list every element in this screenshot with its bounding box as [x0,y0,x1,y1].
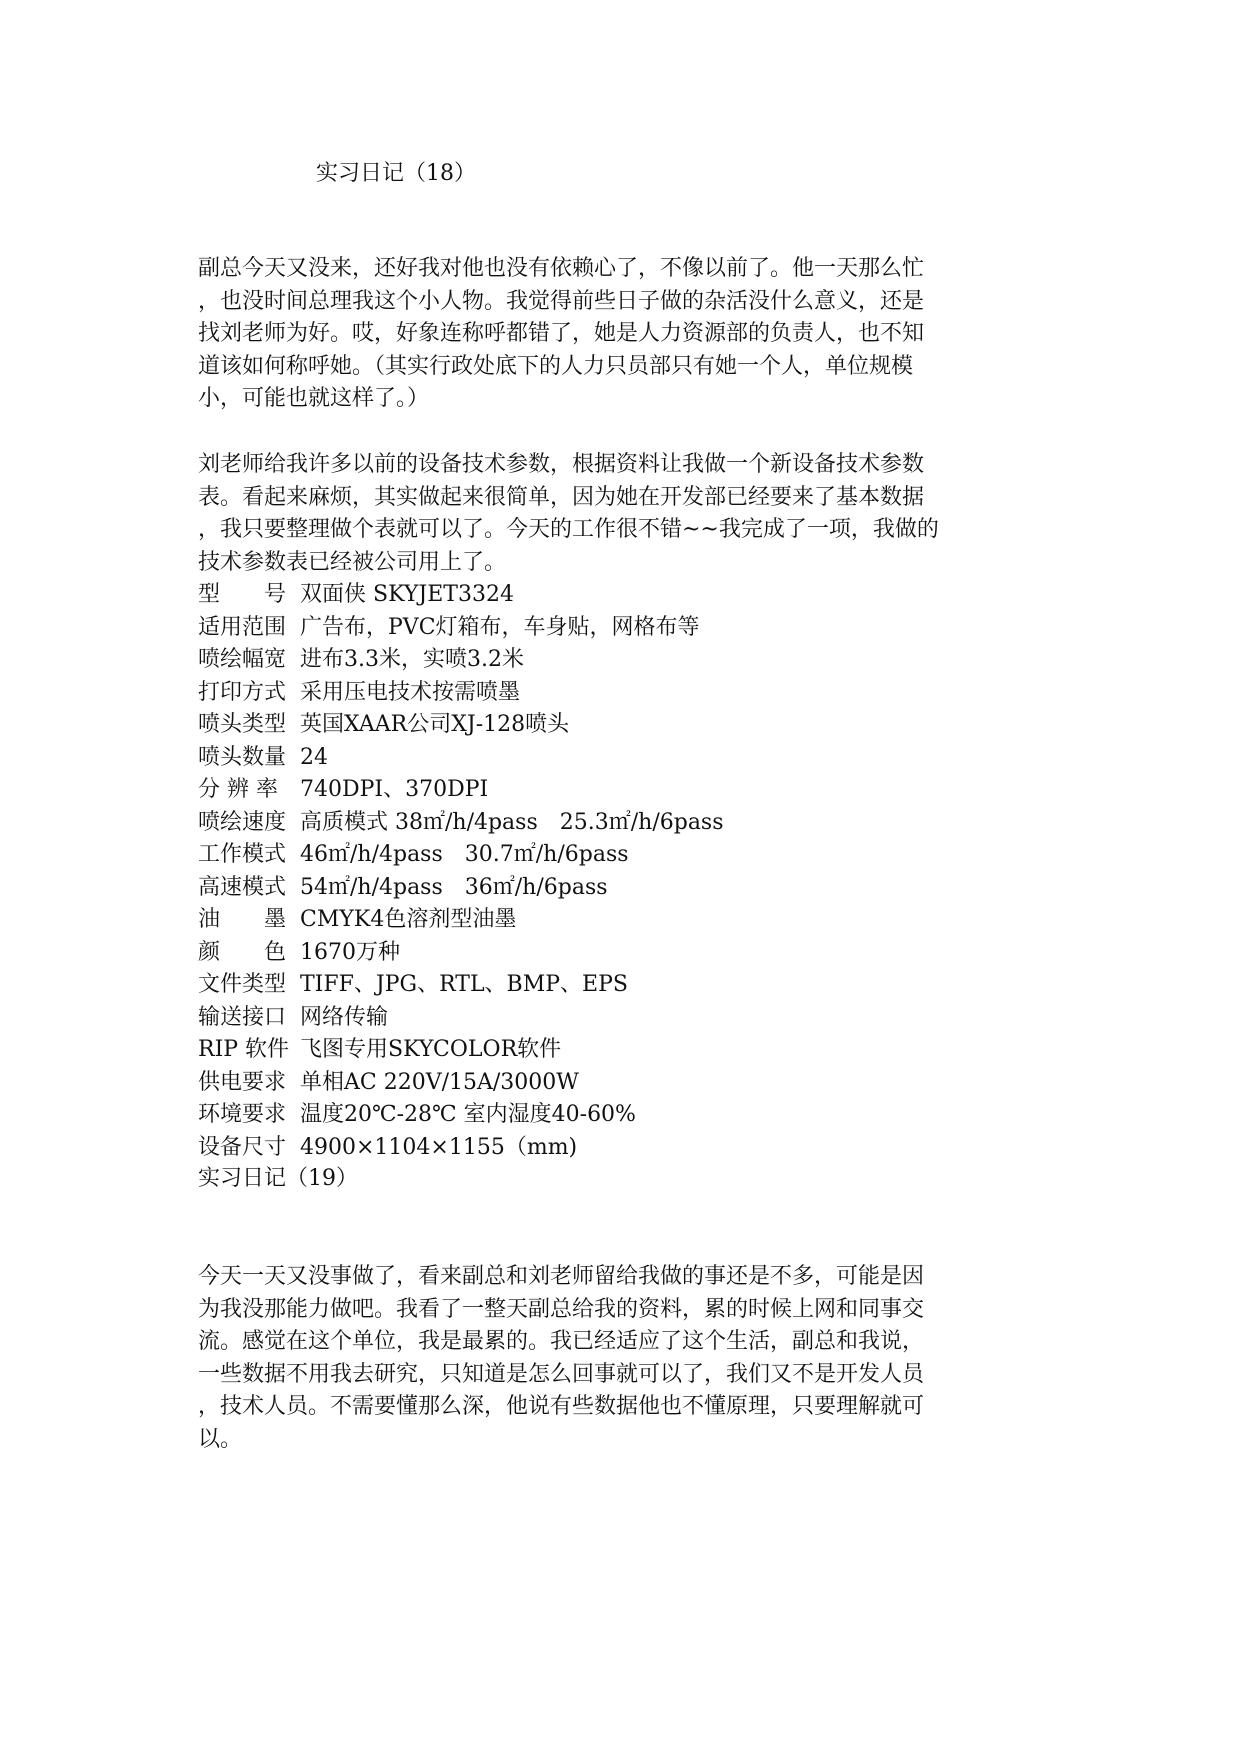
spec-row-nozzle-type [198,709,1040,742]
spec-value: 飞图专用SKYCOLOR软件 [300,1037,562,1062]
spec-label: 型 号 [198,582,287,607]
spec-value: 高质模式 38㎡/h/4pass 25.3㎡/h/6pass [300,809,724,835]
spec-label: 适用范围 [198,614,287,640]
spec-row-power [198,1067,1040,1100]
spec-row-model [198,579,1040,612]
text-line: 副总今天又没来，还好我对他也没有依赖心了，不像以前了。他一天那么忙 [198,256,925,281]
text-line: 以。 [198,1426,243,1452]
spec-row-dimensions [198,1132,1040,1165]
text-line: 今天一天又没事做了，看来副总和刘老师留给我做的事还是不多，可能是因 [198,1264,925,1289]
text-line: 找刘老师为好。哎，好象连称呼都错了，她是人力资源部的负责人，也不知 [198,321,925,346]
spec-row-print-method [198,677,1040,710]
spec-value: 单相AC 220V/15A/3000W [300,1069,579,1095]
spec-label: 油 墨 [198,907,287,932]
entry-19-title [198,1163,1040,1196]
spec-value: 采用压电技术按需喷墨 [300,679,521,705]
spec-label: 供电要求 [198,1069,287,1095]
text-line: ，也没时间总理我这个小人物。我觉得前些日子做的杂活没什么意义，还是 [198,288,925,314]
spec-value: 740DPI、370DPI [300,777,489,802]
spec-value: 英国XAAR公司XJ-128喷头 [300,712,570,737]
text-line: 道该如何称呼她。（其实行政处底下的人力只员部只有她一个人，单位规模 [198,353,914,379]
text-line: 为我没那能力做吧。我看了一整天副总给我的资料，累的时候上网和同事交 [198,1296,925,1322]
spec-row-resolution [198,774,1040,807]
spec-value: 24 [300,744,328,770]
spec-value: 广告布，PVC灯箱布，车身贴，网格布等 [300,614,700,640]
spec-label: 喷绘幅宽 [198,647,287,672]
text-line: 表。看起来麻烦，其实做起来很简单，因为她在开发部已经要来了基本数据 [198,484,925,510]
text-line: 小，可能也就这样了。） [198,386,430,411]
spec-value: 进布3.3米，实喷3.2米 [300,647,524,672]
spec-row-work-mode [198,839,1040,872]
spec-row-interface [198,1002,1040,1035]
spec-label: 设备尺寸 [198,1134,287,1160]
text-line: 技术参数表已经被公司用上了。 [198,549,507,575]
text-line: 一些数据不用我去研究，只知道是怎么回事就可以了，我们又不是开发人员 [198,1361,925,1387]
spec-value: 54㎡/h/4pass 36㎡/h/6pass [300,874,608,900]
spec-value: 网络传输 [300,1004,389,1030]
text-line: ，我只要整理做个表就可以了。今天的工作很不错~~我完成了一项，我做的 [198,517,939,542]
spec-row-rip-software [198,1034,1040,1067]
spec-value: CMYK4色溶剂型油墨 [300,907,517,932]
spec-value: 温度20℃-28℃ 室内湿度40-60% [300,1102,636,1127]
spec-list [198,579,1040,1164]
spec-value: 双面侠 SKYJET3324 [300,582,514,607]
spec-label: 工作模式 [198,842,287,867]
spec-value: 4900×1104×1155（mm) [300,1134,578,1160]
text-line: 刘老师给我许多以前的设备技术参数，根据资料让我做一个新设备技术参数 [198,452,925,477]
spec-row-print-width [198,644,1040,677]
spec-label: 环境要求 [198,1102,287,1127]
spec-value: TIFF、JPG、RTL、BMP、EPS [300,972,628,997]
spec-label: RIP 软件 [198,1037,290,1062]
entry-19-paragraph [198,1261,1040,1456]
spec-label: 喷头数量 [198,744,287,770]
text-line: 流。感觉在这个单位，我是最累的。我已经适应了这个生活，副总和我说， [198,1329,925,1354]
spec-row-colors [198,937,1040,970]
spec-label: 分 辨 率 [198,777,278,802]
spec-row-print-speed [198,807,1040,840]
spec-row-high-speed-mode [198,872,1040,905]
spec-label: 高速模式 [198,874,287,900]
spec-label: 颜 色 [198,939,287,965]
spec-row-environment [198,1099,1040,1132]
text-line: ，技术人员。不需要懂那么深，他说有些数据他也不懂原理，只要理解就可 [198,1394,925,1419]
spec-row-nozzle-count [198,742,1040,775]
entry-18-paragraph-2 [198,449,1040,579]
entry-18-paragraph-1 [198,253,1040,416]
spec-row-ink [198,904,1040,937]
spec-label: 打印方式 [198,679,287,705]
spec-label: 喷绘速度 [198,809,287,835]
spec-value: 1670万种 [300,939,400,965]
spec-label: 文件类型 [198,972,287,997]
spec-label: 输送接口 [198,1004,287,1030]
spec-value: 46㎡/h/4pass 30.7㎡/h/6pass [300,842,629,867]
entry-18-title: 实习日记（18） [316,161,476,186]
spec-row-applications [198,612,1040,645]
entry-19-title-text: 实习日记（19） [198,1166,358,1191]
spec-row-file-types [198,969,1040,1002]
spec-label: 喷头类型 [198,712,287,737]
